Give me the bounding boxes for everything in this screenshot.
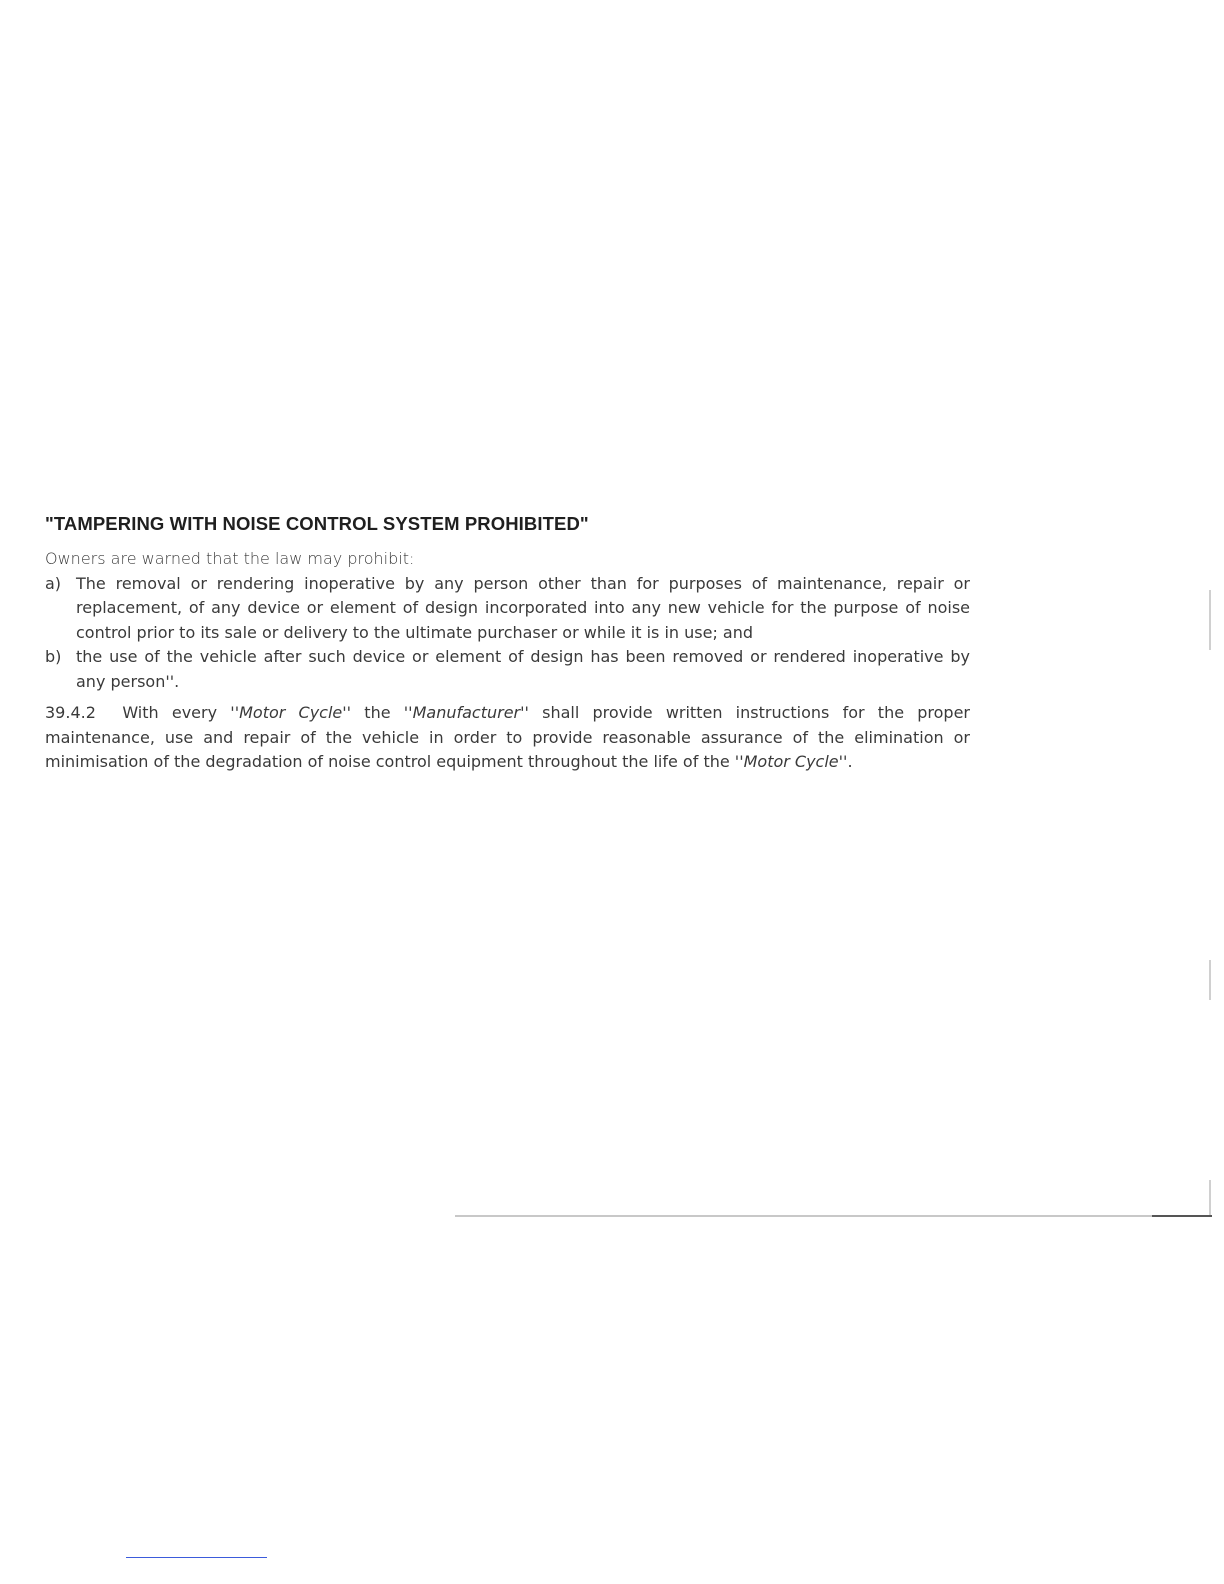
footnote-rule xyxy=(126,1557,267,1558)
term-motor-cycle: ''Motor Cycle'' xyxy=(734,752,848,771)
list-item xyxy=(45,572,970,646)
section-end: . xyxy=(847,752,853,771)
section-text-2: the xyxy=(364,703,391,722)
list-item-text: the use of the vehicle after such device or element of design has been removed or rendered inoperative by any person''. xyxy=(76,647,970,691)
scan-edge-mark xyxy=(1209,590,1211,650)
page-heading: "TAMPERING WITH NOISE CONTROL SYSTEM PROHIBITED" xyxy=(45,513,589,534)
term-motor-cycle: ''Motor Cycle'' xyxy=(230,703,352,722)
scan-edge-mark xyxy=(1209,960,1211,1000)
scan-edge-mark xyxy=(1209,1180,1211,1215)
section-paragraph xyxy=(45,701,970,775)
term-manufacturer: ''Manufacturer'' xyxy=(403,703,529,722)
list-item xyxy=(45,645,970,694)
document-body xyxy=(45,513,970,791)
page-divider-end xyxy=(1152,1215,1212,1217)
section-number: 39.4.2 xyxy=(45,703,96,722)
list-marker: b) xyxy=(45,647,62,666)
intro-text: Owners are warned that the law may prohibit: xyxy=(45,549,415,568)
section-text-3: shall provide written instructions for the proper maintenance, use and repair of the vehicle in order to provide reasonable assurance of the elimination or minimisation of the degradation of noise control equipment throughout the life of the xyxy=(45,703,971,771)
list-marker: a) xyxy=(45,573,62,593)
list-item-text: The removal or rendering inoperative by any person other than for purposes of maintenance, repair or replacement, of any device or element of design incorporated into any new vehicle for the purpose of noise control prior to its sale or delivery to the ultimate purchaser or while it is in use; and xyxy=(76,573,970,642)
page-divider xyxy=(455,1215,1212,1217)
section-text-1: With every xyxy=(122,703,218,722)
